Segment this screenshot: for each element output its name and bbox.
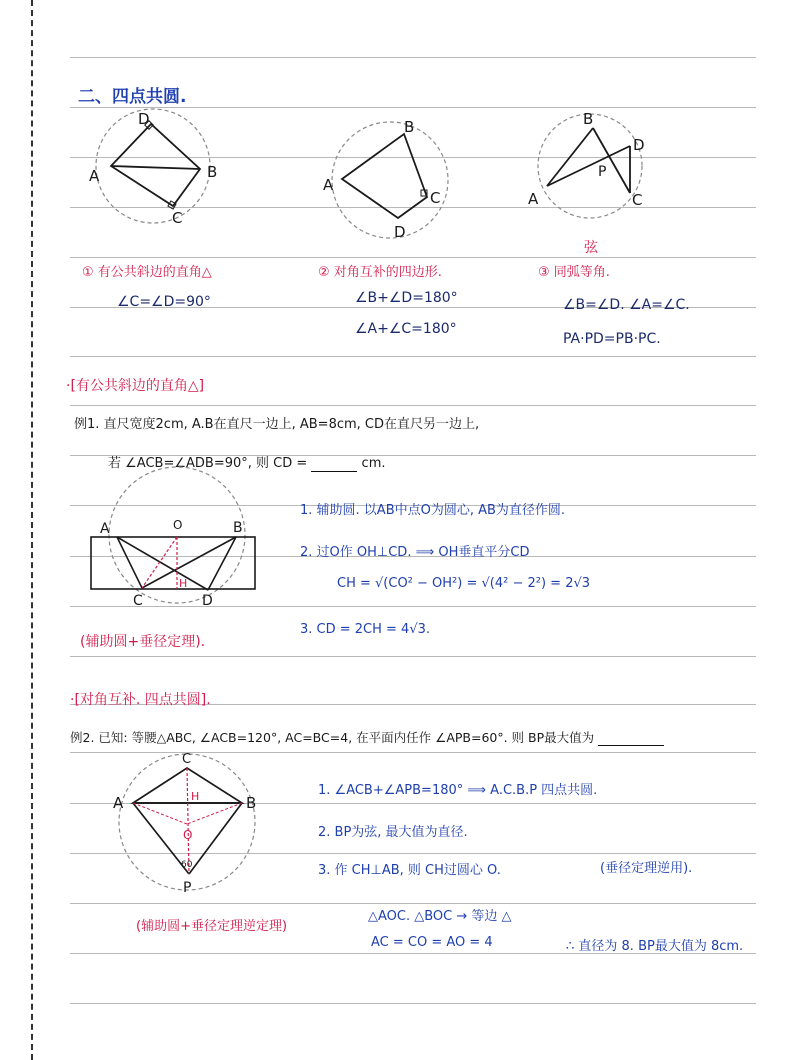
example2-answer-blank [598,730,664,746]
ex2-label-c: C [182,752,192,767]
example1-line1: 例1. 直尺宽度2cm, A.B在直尺一边上, AB=8cm, CD在直尺另一边上, [74,417,480,432]
ex2-label-60: 60 [181,860,193,870]
fig3-label-p: P [598,164,607,180]
fig2-label-b: B [404,118,415,136]
figure-cyclic-quadrilateral [320,115,470,245]
fig3-label-a: A [528,190,539,208]
fig1-label-c: C [172,209,183,227]
example1-note: (辅助圆+垂径定理). [80,634,206,650]
fig2-label-d: D [394,223,406,241]
fig1-label-d: D [138,110,150,128]
case2-title: ② 对角互补的四边形. [318,265,442,280]
example1-step1: 1. 辅助圆. 以AB中点O为圆心, AB为直径作圆. [300,503,566,518]
figure-example1 [86,478,261,613]
fig2-label-c: C [430,189,441,207]
case3-annotation: 弦 [584,240,598,256]
fig1-label-a: A [89,167,100,185]
ex1-label-c: C [133,593,143,609]
example2-step3: 3. 作 CH⊥AB, 则 CH过圆心 O. [318,863,501,878]
figure-same-arc-angles [525,108,675,218]
ex2-label-p: P [183,880,192,896]
case3-title: ③ 同弧等角. [538,265,610,280]
ex2-label-o: O [183,828,193,842]
example2-line1-text: 例2. 已知: 等腰△ABC, ∠ACB=120°, AC=BC=4, 在平面内任作 ∠APB=60°. 则 BP最大值为 [70,730,595,745]
case3-formula1: ∠B=∠D. ∠A=∠C. [563,297,690,313]
ex1-label-a: A [100,521,110,537]
example1-step2-formula: CH = √(CO² − OH²) = √(4² − 2²) = 2√3 [337,576,591,591]
margin-line [31,0,33,1060]
fig3-label-b: B [583,110,594,128]
ex1-label-h: H [179,577,188,590]
fig2-label-a: A [323,176,334,194]
example2-note: (辅助圆+垂径定理逆定理) [136,919,288,934]
example2-line1 [70,728,664,746]
case2-formula2: ∠A+∠C=180° [355,321,457,337]
ex1-label-b: B [233,520,243,536]
example1-line2 [108,452,386,472]
example2-sides: AC = CO = AO = 4 [371,935,493,950]
example1-step3: 3. CD = 2CH = 4√3. [300,622,431,637]
example2-tag: ·[对角互补. 四点共圆]. [70,692,211,708]
case1-formula: ∠C=∠D=90° [117,294,211,310]
section-title: 二、四点共圆. [78,87,187,107]
example2-step1: 1. ∠ACB+∠APB=180° ⟹ A.C.B.P 四点共圆. [318,783,598,798]
ex2-label-h: H [191,790,200,803]
fig3-label-d: D [633,136,645,154]
example2-step3-note: (垂径定理逆用). [600,861,693,876]
example1-line2-suffix: cm. [361,456,386,471]
fig3-label-c: C [632,191,643,209]
ex2-label-b: B [246,794,257,812]
example1-line2-prefix: 若 ∠ACB=∠ADB=90°, 则 CD = [108,456,308,471]
ex1-label-d: D [202,593,213,609]
example1-tag: ·[有公共斜边的直角△] [66,378,205,394]
ex2-label-a: A [113,794,124,812]
example2-step2: 2. BP为弦, 最大值为直径. [318,825,468,840]
figure-example2 [110,750,275,910]
example2-equilateral: △AOC. △BOC → 等边 △ [368,909,512,924]
example1-step2: 2. 过O作 OH⊥CD. ⟹ OH垂直平分CD [300,545,530,560]
example1-answer-blank [311,456,357,472]
ex1-label-o: O [173,518,183,532]
fig1-label-b: B [207,163,218,181]
figure-common-hypotenuse [80,110,230,230]
case1-title: ① 有公共斜边的直角△ [82,265,212,280]
example2-conclusion: ∴ 直径为 8. BP最大值为 8cm. [566,939,744,954]
case2-formula1: ∠B+∠D=180° [355,290,458,306]
case3-formula2: PA·PD=PB·PC. [563,331,661,347]
